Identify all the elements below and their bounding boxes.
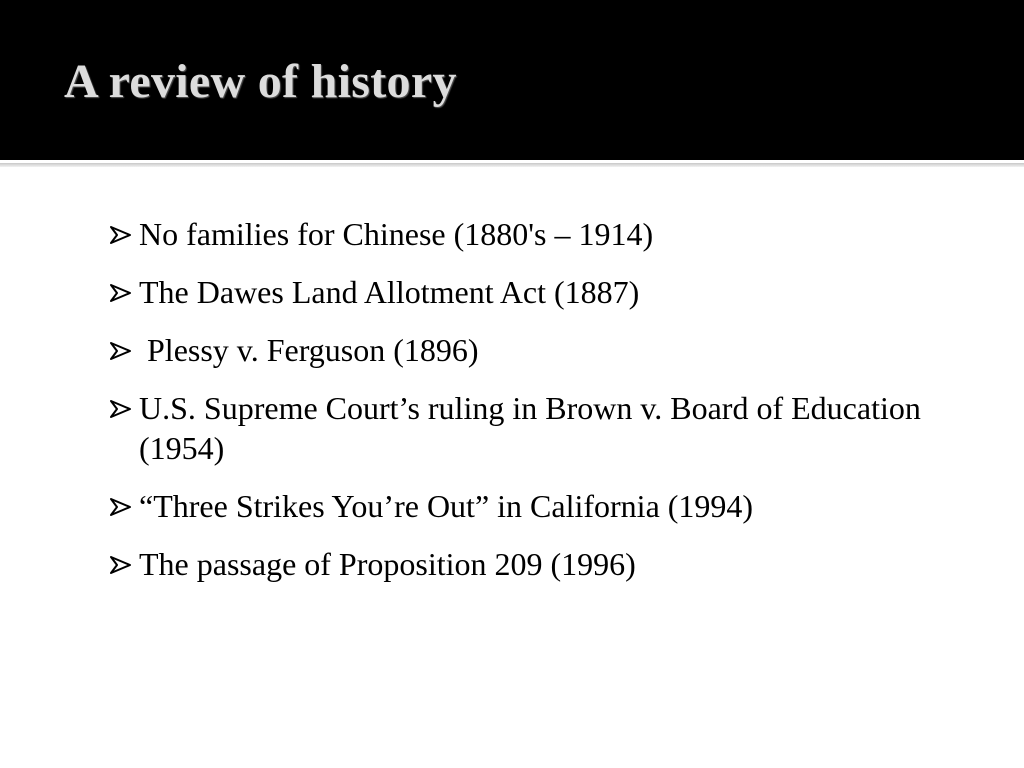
bullet-text: U.S. Supreme Court’s ruling in Brown v. Board of Education (1954)	[139, 390, 921, 466]
bullet-text: The Dawes Land Allotment Act (1887)	[139, 274, 640, 310]
title-bar	[0, 0, 1024, 160]
bullet-text: Plessy v. Ferguson (1896)	[139, 332, 479, 368]
arrowhead-bullet-icon	[110, 284, 134, 302]
bullet-item	[110, 214, 970, 254]
bullet-list	[110, 214, 970, 602]
arrowhead-bullet-icon	[110, 226, 134, 244]
bullet-item	[110, 272, 970, 312]
arrowhead-bullet-icon	[110, 498, 134, 516]
arrowhead-bullet-icon	[110, 556, 134, 574]
bullet-item	[110, 544, 970, 584]
bullet-text: The passage of Proposition 209 (1996)	[139, 546, 636, 582]
bullet-text: “Three Strikes You’re Out” in California (1994)	[139, 488, 754, 524]
slide-title: A review of history	[64, 55, 457, 108]
arrowhead-bullet-icon	[110, 342, 134, 360]
arrowhead-bullet-icon	[110, 400, 134, 418]
bullet-item	[110, 486, 970, 526]
title-divider	[0, 163, 1024, 167]
bullet-item	[110, 330, 970, 370]
bullet-item	[110, 388, 970, 468]
bullet-text: No families for Chinese (1880's – 1914)	[139, 216, 654, 252]
